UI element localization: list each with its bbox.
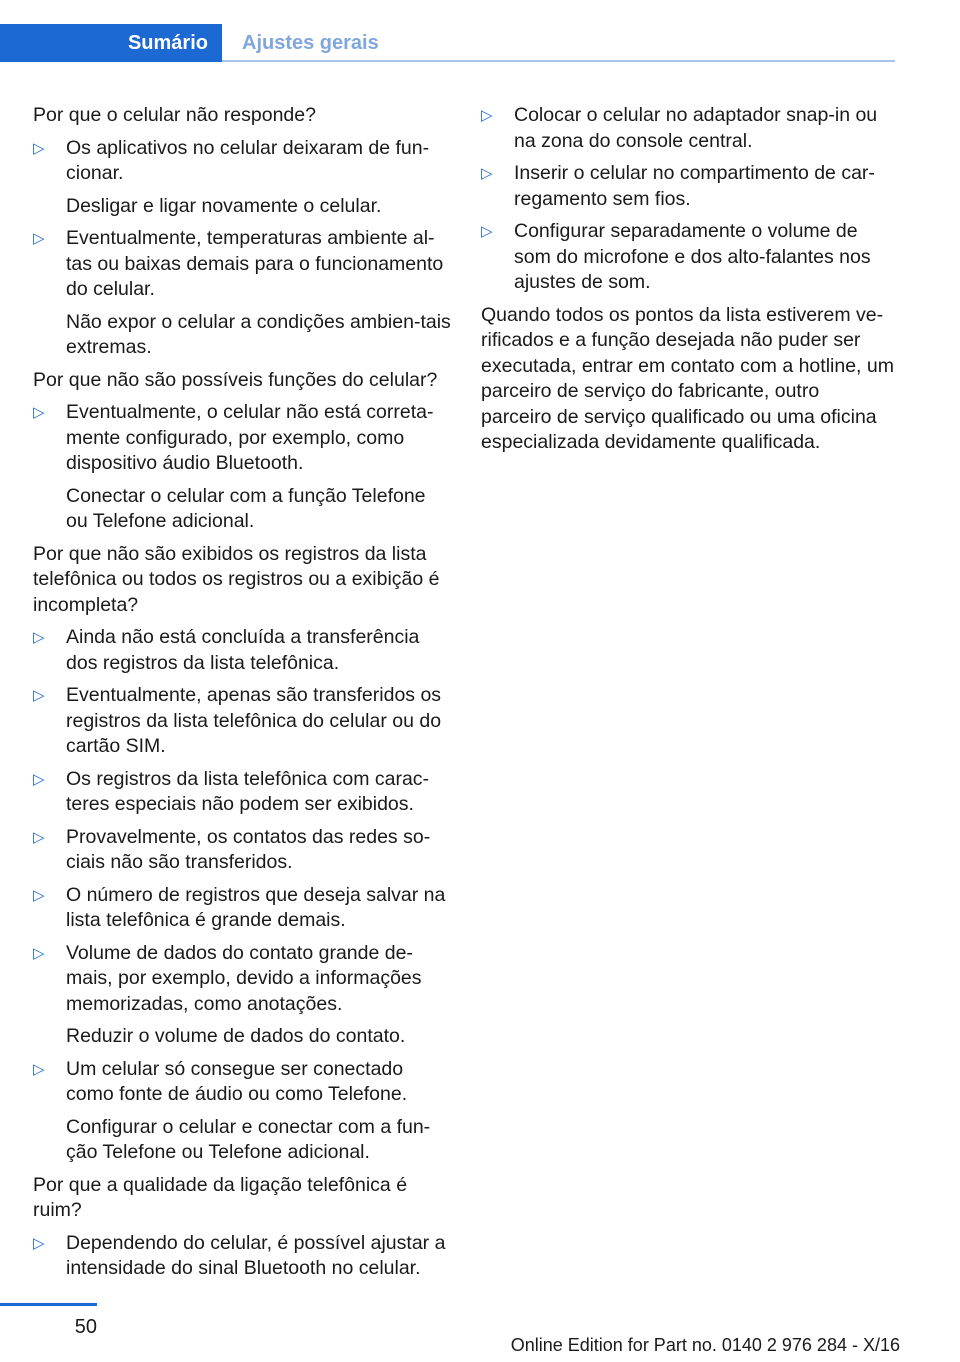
list-item (481, 219, 895, 296)
list-item (33, 1057, 451, 1166)
edition-note: Online Edition for Part no. 0140 2 976 284 - X/16 (510, 1335, 900, 1355)
list-item-text: Inserir o celular no compartimento de car-regamento sem fios. (514, 162, 875, 210)
tab-summary[interactable]: Sumário (0, 24, 222, 62)
list-item-action: Configurar o celular e conectar com a fun-ção Telefone ou Telefone adicional. (66, 1115, 431, 1163)
list-item (33, 226, 451, 361)
list-item (481, 103, 895, 154)
header-tabbar (0, 24, 895, 62)
triangle-bullet-icon: ▷ (33, 687, 45, 704)
left-column (33, 103, 451, 1289)
list-item-action: Conectar o celular com a função Telefone ou Telefone adicional. (66, 484, 426, 532)
closing-paragraph: Quando todos os pontos da lista estiverem ve-rificados e a função desejada não puder ser executada, entrar em contato com a hotline, um parceiro de serviço do fabricante, outro parceiro de serviço qualificado ou uma oficina especializada devidamente qualificada. (481, 303, 894, 453)
triangle-bullet-icon: ▷ (481, 165, 493, 182)
list-item-text: Os aplicativos no celular deixaram de fun-cionar. (66, 136, 430, 184)
triangle-bullet-icon: ▷ (33, 629, 45, 646)
triangle-bullet-icon: ▷ (33, 828, 45, 846)
right-column (481, 103, 895, 463)
list-item-text: Eventualmente, o celular não está correta-mente configurado, por exemplo, como dispositivo áudio Bluetooth. (66, 401, 434, 474)
list-item-text: Os registros da lista telefônica com carac-teres especiais não podem ser exibidos. (66, 767, 430, 815)
list-item-text: Um celular só consegue ser conectado como fonte de áudio ou como Telefone. (66, 1057, 408, 1105)
footer-accent-line (0, 1303, 97, 1306)
question-heading: Por que não são possíveis funções do celular? (33, 368, 438, 391)
list-item (33, 883, 451, 934)
tab-section[interactable]: Ajustes gerais (242, 31, 379, 54)
list-item-action: Não expor o celular a condições ambien-tais extremas. (66, 310, 451, 358)
triangle-bullet-icon: ▷ (481, 223, 493, 240)
list-item (33, 767, 451, 818)
list-item (33, 825, 451, 876)
triangle-bullet-icon: ▷ (33, 1060, 45, 1078)
header-divider (222, 60, 895, 62)
triangle-bullet-icon: ▷ (33, 944, 45, 962)
triangle-bullet-icon: ▷ (33, 404, 45, 421)
list-item (33, 625, 451, 676)
triangle-bullet-icon: ▷ (33, 230, 45, 247)
list-item-text: Colocar o celular no adaptador snap-in ou na zona do console central. (514, 104, 878, 152)
list-item (33, 1231, 451, 1282)
page-number: 50 (74, 1316, 97, 1338)
triangle-bullet-icon: ▷ (33, 770, 45, 788)
triangle-bullet-icon: ▷ (33, 1234, 45, 1252)
list-item (33, 400, 451, 535)
triangle-bullet-icon: ▷ (481, 107, 493, 124)
list-item-text: Eventualmente, apenas são transferidos os registros da lista telefônica do celular ou do cartão SIM. (66, 684, 442, 757)
list-item (481, 161, 895, 212)
triangle-bullet-icon: ▷ (33, 139, 45, 157)
list-item-text: Volume de dados do contato grande de-mais, por exemplo, devido a informações memorizadas, como anotações. (66, 941, 422, 1015)
list-item-text: Configurar separadamente o volume de som do microfone e dos alto-falantes nos ajustes de som. (514, 220, 871, 293)
question-heading: Por que a qualidade da ligação telefônica é ruim? (33, 1173, 408, 1221)
list-item (33, 136, 451, 220)
list-item (33, 683, 451, 760)
list-item-text: Provavelmente, os contatos das redes so-ciais não são transferidos. (66, 825, 431, 873)
list-item (33, 941, 451, 1050)
list-item-action: Desligar e ligar novamente o celular. (66, 194, 382, 217)
question-heading: Por que o celular não responde? (33, 104, 316, 126)
list-item-text: Ainda não está concluída a transferência dos registros da lista telefônica. (66, 626, 420, 674)
list-item-text: Eventualmente, temperaturas ambiente al-tas ou baixas demais para o funcionamento do celular. (66, 227, 444, 300)
list-item-text: Dependendo do celular, é possível ajustar a intensidade do sinal Bluetooth no celular. (66, 1231, 446, 1279)
list-item-text: O número de registros que deseja salvar na lista telefônica é grande demais. (66, 883, 446, 931)
triangle-bullet-icon: ▷ (33, 886, 45, 904)
question-heading: Por que não são exibidos os registros da lista telefônica ou todos os registros ou a exibição é incompleta? (33, 542, 440, 616)
list-item-action: Reduzir o volume de dados do contato. (66, 1025, 406, 1047)
